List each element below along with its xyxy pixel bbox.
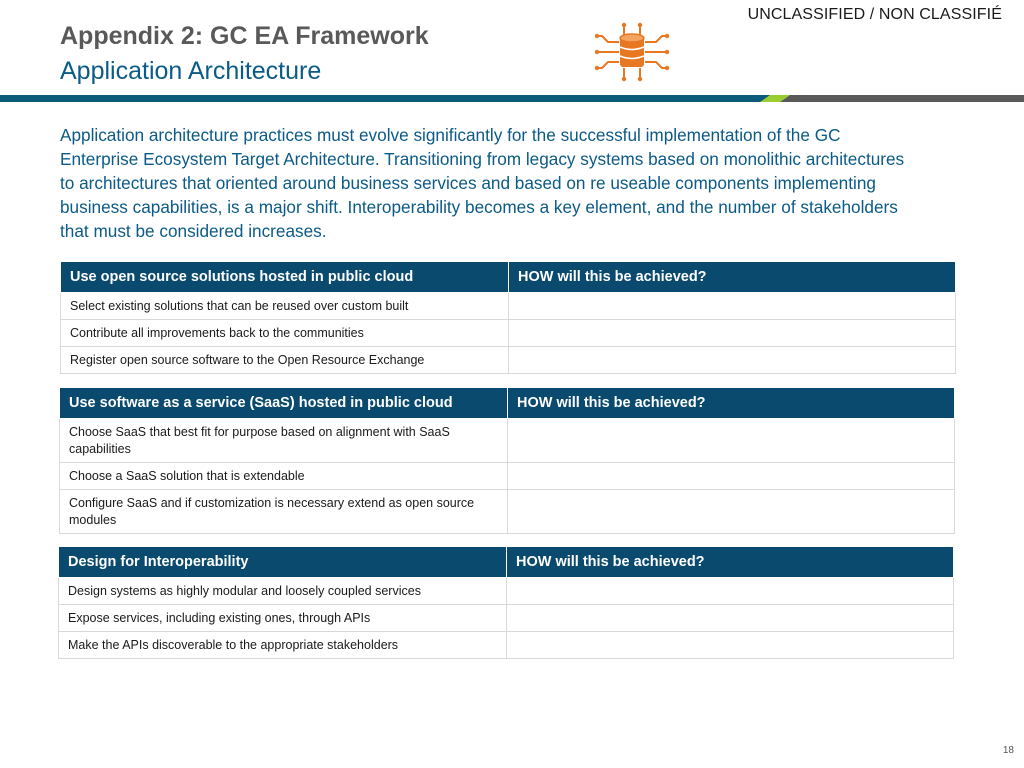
answer-cell[interactable] <box>508 490 955 534</box>
requirement-cell: Choose a SaaS solution that is extendable <box>60 463 508 490</box>
header-divider-bar <box>0 95 1024 102</box>
table-row <box>59 578 954 605</box>
saas-table <box>59 387 955 534</box>
table-row <box>60 463 955 490</box>
requirement-cell: Expose services, including existing ones, through APIs <box>59 605 507 632</box>
requirement-cell: Select existing solutions that can be reused over custom built <box>61 293 509 320</box>
answer-cell[interactable] <box>507 632 954 659</box>
open-source-table <box>60 261 956 374</box>
answer-heading: HOW will this be achieved? <box>509 262 956 293</box>
table-header-row <box>61 262 956 293</box>
table-header-row <box>59 547 954 578</box>
table-heading: Use open source solutions hosted in public cloud <box>61 262 509 293</box>
table-row <box>61 293 956 320</box>
answer-cell[interactable] <box>507 605 954 632</box>
table-heading: Use software as a service (SaaS) hosted in public cloud <box>60 388 508 419</box>
page-subtitle: Application Architecture <box>60 57 322 85</box>
answer-cell[interactable] <box>509 347 956 374</box>
header-bar-secondary <box>780 95 1024 102</box>
answer-cell[interactable] <box>509 320 956 347</box>
page-title: Appendix 2: GC EA Framework <box>60 22 429 50</box>
requirement-cell: Design systems as highly modular and loosely coupled services <box>59 578 507 605</box>
table-row <box>61 347 956 374</box>
requirement-cell: Choose SaaS that best fit for purpose based on alignment with SaaS capabilities <box>60 419 508 463</box>
table-row <box>60 490 955 534</box>
answer-heading: HOW will this be achieved? <box>508 388 955 419</box>
table-row <box>60 419 955 463</box>
table-row <box>59 632 954 659</box>
requirement-cell: Configure SaaS and if customization is necessary extend as open source modules <box>60 490 508 534</box>
requirement-cell: Contribute all improvements back to the communities <box>61 320 509 347</box>
answer-cell[interactable] <box>508 419 955 463</box>
classification-label: UNCLASSIFIED / NON CLASSIFIÉ <box>747 6 1002 23</box>
page-number: 18 <box>1002 745 1014 756</box>
requirement-cell: Make the APIs discoverable to the appropriate stakeholders <box>59 632 507 659</box>
answer-cell[interactable] <box>509 293 956 320</box>
table-heading: Design for Interoperability <box>59 547 507 578</box>
answer-cell[interactable] <box>507 578 954 605</box>
requirement-cell: Register open source software to the Open Resource Exchange <box>61 347 509 374</box>
database-network-icon <box>594 22 670 82</box>
intro-paragraph: Application architecture practices must evolve significantly for the successful implementation of the GC Enterprise Ecosystem Target Architecture. Transitioning from legacy systems based on monolithic architectures to architectures that oriented around business services and based on re useable components implementing business capabilities, is a major shift. Interoperability becomes a key element, and the number of stakeholders that must be considered increases. <box>60 125 905 241</box>
answer-cell[interactable] <box>508 463 955 490</box>
answer-heading: HOW will this be achieved? <box>507 547 954 578</box>
interoperability-table <box>58 546 954 659</box>
table-row <box>59 605 954 632</box>
table-row <box>61 320 956 347</box>
table-header-row <box>60 388 955 419</box>
header-bar-primary <box>0 95 770 102</box>
